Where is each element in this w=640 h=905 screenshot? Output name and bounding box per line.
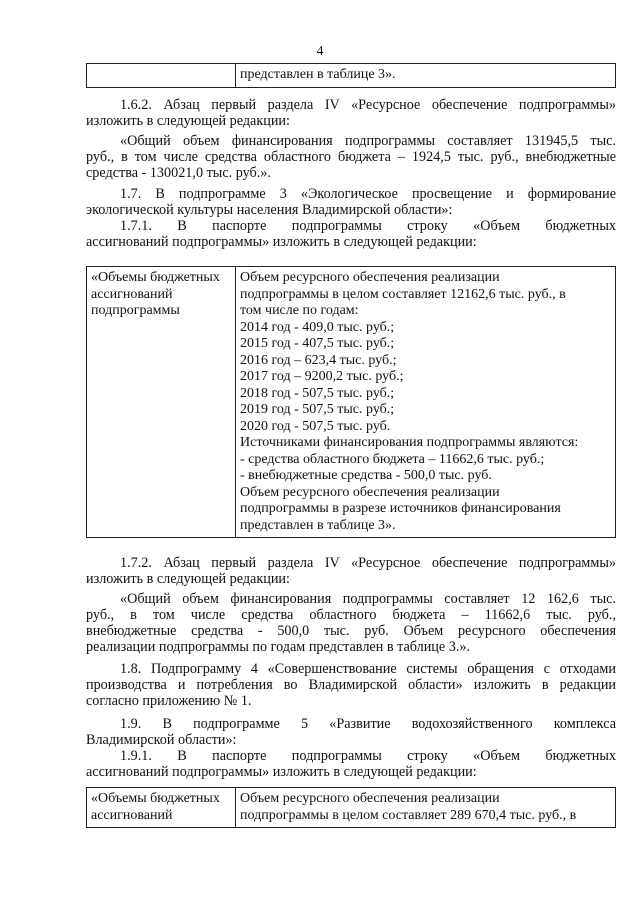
top-table bbox=[86, 63, 616, 88]
table2-right-line: 2018 год - 507,5 тыс. руб.; bbox=[240, 385, 395, 401]
table2-right-line: 2017 год – 9200,2 тыс. руб.; bbox=[240, 369, 404, 384]
table2-right-line: том числе по годам: bbox=[240, 303, 359, 318]
table2-left-cell bbox=[87, 267, 236, 538]
table3-right-line: подпрограммы в целом составляет 289 670,4 тыс. руб., в bbox=[240, 807, 577, 823]
s162-quote2: руб., в том числе средства областного бюджета – 1924,5 тыс. руб., внебюджетные bbox=[86, 149, 616, 165]
table3-left-line: «Объемы бюджетных bbox=[91, 791, 220, 806]
s17-line4: ассигнований подпрограммы» изложить в следующей редакции: bbox=[86, 234, 477, 250]
s17-line1: 1.7. В подпрограмме 3 «Экологическое просвещение и формирование bbox=[120, 186, 616, 202]
section-1-7 bbox=[86, 186, 616, 250]
table3-right-cell bbox=[236, 788, 616, 828]
s162-line2: изложить в следующей редакции: bbox=[86, 113, 290, 129]
s17-line2: экологической культуры населения Владимирской области»: bbox=[86, 202, 453, 218]
table2-right-line: 2020 год - 507,5 тыс. руб. bbox=[240, 418, 391, 434]
table2-right-cell bbox=[236, 267, 616, 538]
table3-left-cell bbox=[87, 788, 236, 828]
s17-line3: 1.7.1. В паспорте подпрограммы строку «Объем бюджетных bbox=[120, 218, 616, 234]
table2-right-line: подпрограммы в целом составляет 12162,6 тыс. руб., в bbox=[240, 286, 566, 302]
table2-left-line: ассигнований bbox=[91, 286, 173, 302]
s172-quote4: реализации подпрограммы по годам представлен в таблице 3.». bbox=[86, 639, 471, 655]
s19-line1: 1.9. В подпрограмме 5 «Развитие водохозяйственного комплекса bbox=[120, 716, 616, 732]
table2-right-line: Объем ресурсного обеспечения реализации bbox=[240, 484, 500, 500]
s172-quote1: «Общий объем финансирования подпрограммы составляет 12 162,6 тыс. bbox=[120, 591, 616, 607]
s172-line1: 1.7.2. Абзац первый раздела IV «Ресурсное обеспечение подпрограммы» bbox=[120, 555, 616, 571]
table3-left-line: ассигнований bbox=[91, 807, 173, 823]
table2-left-line: «Объемы бюджетных bbox=[91, 270, 220, 285]
table2-right-line: Объем ресурсного обеспечения реализации bbox=[240, 270, 500, 285]
top-table-right-cell bbox=[236, 64, 616, 88]
table2-right-line: - внебюджетные средства - 500,0 тыс. руб. bbox=[240, 468, 492, 483]
s19-line3: 1.9.1. В паспорте подпрограммы строку «Объем бюджетных bbox=[120, 748, 616, 764]
s172-quote2: руб., в том числе средства областного бюджета – 11662,6 тыс. руб., bbox=[86, 607, 616, 623]
s172-quote3: внебюджетные средства - 500,0 тыс. руб. Объем ресурсного обеспечения bbox=[86, 623, 616, 639]
s19-line4: ассигнований подпрограммы» изложить в следующей редакции: bbox=[86, 764, 477, 780]
s19-line2: Владимирской области»: bbox=[86, 732, 237, 748]
top-table-text: представлен в таблице 3». bbox=[240, 67, 396, 82]
section-1-8 bbox=[86, 661, 616, 709]
table2-right-line: 2015 год - 407,5 тыс. руб.; bbox=[240, 336, 395, 351]
table2-left-line: подпрограммы bbox=[91, 303, 180, 318]
s172-line2: изложить в следующей редакции: bbox=[86, 571, 290, 587]
budget-table-subprogram-3 bbox=[86, 266, 616, 538]
s162-line1: 1.6.2. Абзац первый раздела IV «Ресурсное обеспечение подпрограммы» bbox=[120, 97, 616, 113]
table2-right-line: 2019 год - 507,5 тыс. руб.; bbox=[240, 402, 395, 417]
table3-right-line: Объем ресурсного обеспечения реализации bbox=[240, 791, 500, 806]
table2-right-line: 2016 год – 623,4 тыс. руб.; bbox=[240, 352, 397, 368]
table2-right-line: представлен в таблице 3». bbox=[240, 517, 396, 533]
section-1-6-2 bbox=[86, 97, 616, 181]
top-table-left-cell bbox=[87, 64, 236, 88]
table2-right-line: подпрограммы в разрезе источников финансирования bbox=[240, 501, 561, 516]
table2-right-line: - средства областного бюджета – 11662,6 тыс. руб.; bbox=[240, 451, 545, 467]
s162-quote3: средства - 130021,0 тыс. руб.». bbox=[86, 165, 271, 181]
section-1-9 bbox=[86, 716, 616, 780]
s162-quote1: «Общий объем финансирования подпрограммы составляет 131945,5 тыс. bbox=[120, 133, 616, 149]
s18-line2: производства и потребления во Владимирской области» изложить в редакции bbox=[86, 677, 616, 693]
budget-table-subprogram-5 bbox=[86, 787, 616, 828]
section-1-7-2 bbox=[86, 555, 616, 655]
table2-right-line: 2014 год - 409,0 тыс. руб.; bbox=[240, 319, 395, 335]
s18-line1: 1.8. Подпрограмму 4 «Совершенствование системы обращения с отходами bbox=[120, 661, 616, 677]
s18-line3: согласно приложению № 1. bbox=[86, 693, 252, 709]
table2-right-line: Источниками финансирования подпрограммы являются: bbox=[240, 435, 579, 450]
page-number: 4 bbox=[316, 44, 324, 59]
